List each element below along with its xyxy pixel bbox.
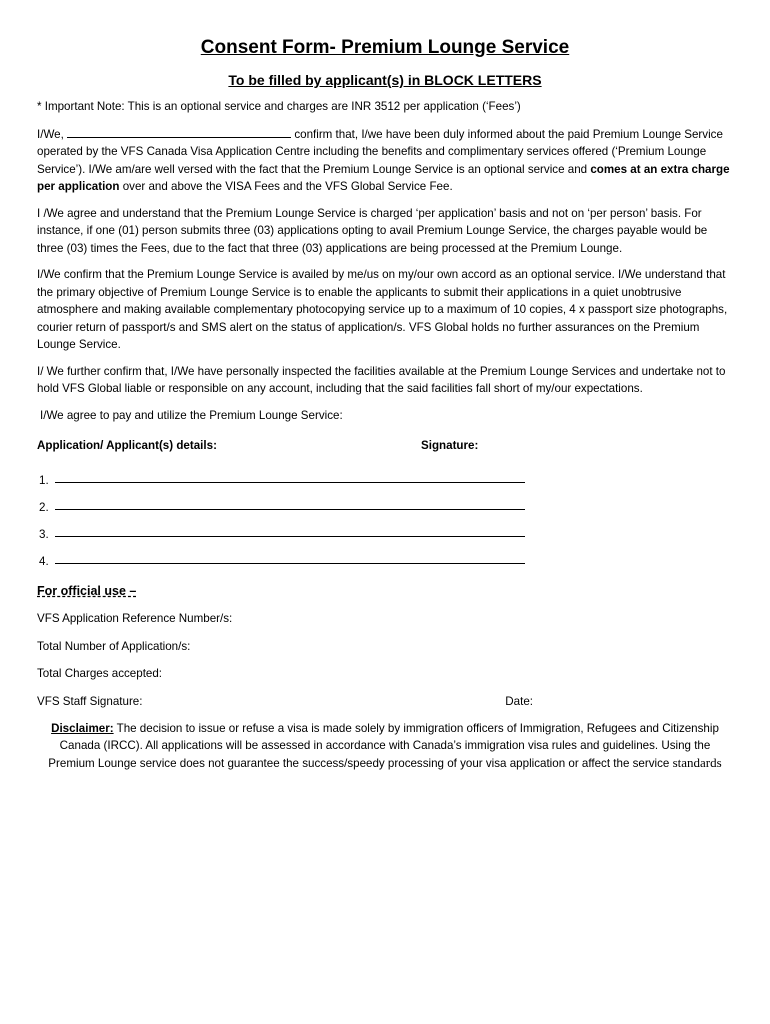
date-field: Date: <box>505 694 533 708</box>
total-applications-field: Total Number of Application/s: <box>37 639 191 653</box>
applicant-row <box>37 463 733 490</box>
agree-statement: I/We agree to pay and utilize the Premium Lounge Service: <box>40 408 343 422</box>
applicant-row <box>37 517 733 544</box>
applicant-field[interactable] <box>55 551 525 564</box>
staff-signature-field: VFS Staff Signature: <box>37 694 143 708</box>
consent-form <box>37 36 733 772</box>
charging-paragraph: I /We agree and understand that the Premium Lounge Service is charged ‘per application’ basis and not on ‘per person’ basis. For instance, if one (01) person submits three (03) applications opting to avail Premium Lounge Service, the charges payable would be three (03) times the Fees, due to the fact that three (03) applications are being processed at the Premium Lounge. <box>37 206 708 255</box>
applicant-row <box>37 490 733 517</box>
applicant-field[interactable] <box>55 497 525 510</box>
applicant-number: 4. <box>39 555 49 568</box>
disclaimer-tail: standards <box>672 755 722 770</box>
confirmation-paragraph <box>37 125 733 196</box>
disclaimer <box>37 720 733 772</box>
inspection-paragraph: I/ We further confirm that, I/We have personally inspected the facilities available at the Premium Lounge Services and undertake not to hold VFS Global liable or responsible on any account, including that the said facilities fall short of my/our expectations. <box>37 364 726 395</box>
para1-text-b: over and above the VISA Fees and the VFS Global Service Fee. <box>122 180 453 193</box>
page-subtitle: To be filled by applicant(s) in BLOCK LETTERS <box>228 72 542 88</box>
applicant-row <box>37 544 733 571</box>
applicant-number: 2. <box>39 501 49 514</box>
applicant-field[interactable] <box>55 524 525 537</box>
name-blank-field[interactable] <box>67 125 291 138</box>
para1-bold: comes at an extra charge per application <box>37 162 730 193</box>
total-charges-field: Total Charges accepted: <box>37 667 163 680</box>
para1-prefix: I/We, <box>37 127 64 141</box>
applicant-field[interactable] <box>55 470 525 483</box>
para1-text-a: confirm that, I/we have been duly informed about the paid Premium Lounge Service operated by the VFS Canada Visa Application Centre including the benefits and complimentary services offered (‘Premium Lounge Service’). I/We am/are well versed with the fact that the Premium Lounge Service is an optional service and <box>37 127 723 176</box>
reference-number-field: VFS Application Reference Number/s: <box>37 612 233 625</box>
important-note: * Important Note: This is an optional service and charges are INR 3512 per application (‘Fees’) <box>37 100 521 113</box>
official-use-heading: For official use – <box>37 583 137 598</box>
disclaimer-text: The decision to issue or refuse a visa is made solely by immigration officers of Immigration, Refugees and Citizenship Canada (IRCC). All applications will be assessed in accordance with Canada’s immigration visa rules and guidelines. Using the Premium Lounge service does not guarantee the success/speedy processing of your visa application or affect the service <box>48 722 719 770</box>
staff-signature-row <box>37 693 733 721</box>
disclaimer-label: Disclaimer: <box>51 722 114 735</box>
page-title: Consent Form- Premium Lounge Service <box>200 37 570 58</box>
applicant-number: 1. <box>39 474 49 487</box>
details-label: Application/ Applicant(s) details: <box>37 439 217 452</box>
signature-label: Signature: <box>421 439 479 452</box>
applicant-number: 3. <box>39 528 49 541</box>
objective-paragraph: I/We confirm that the Premium Lounge Service is availed by me/us on my/our own accord as an optional service. I/We understand that the primary objective of Premium Lounge Service is to enable the applicants to submit their applications in a quiet unobtrusive atmosphere and making available complementary photocopying service up to a maximum of 10 copies, 4 x passport size photographs, courier return of passport/s and SMS alert on the status of application/s. VFS Global holds no further assurances on the Premium Lounge Service. <box>37 268 728 351</box>
applicant-header <box>37 437 733 455</box>
